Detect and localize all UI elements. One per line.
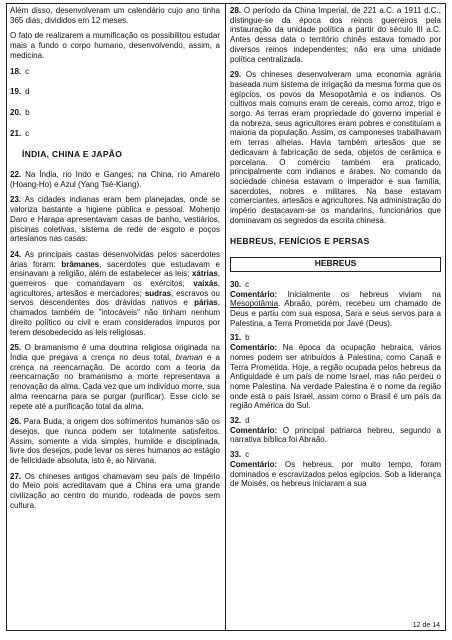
paragraph-calendar: Além disso, desenvolveram um calendário cujo ano tinha 365 dias, divididos em 12 meses. (10, 6, 220, 25)
section-title-india-china-japan: ÍNDIA, CHINA E JAPÃO (22, 149, 123, 160)
question-23: 23. As cidades indianas eram bem planejadas, onde se valoriza bastante a higiene pública e pessoal. Mohenjo Daro e Harapa apresentavam casas de banho, vestiários, piscinas coletivas, sistema de rede de esgoto e poços artesianos nas casas. (10, 195, 220, 244)
answer-18: 18. c (10, 66, 30, 76)
answer-33: 33. c (230, 450, 250, 460)
answer-31: 31. b (230, 333, 250, 343)
question-25: 25. O bramanismo é uma doutrina religiosa originada na Índia que pregava a crença no deus total, braman e a crença na reencarnação. De acordo com a teoria da reencarnação no bramanismo a morte representava a renovação da alma. Cada vez que um indivíduo morre, sua alma reencarna para se purgar (purificar). Esse ciclo se repete até a purificação total da alma. (10, 343, 220, 411)
answer-32: 32. d (230, 416, 250, 426)
column-divider (225, 3, 226, 631)
page-number: 12 de 14 (412, 622, 440, 629)
question-26: 26. Para Buda, a origem dos sofrimentos humanos são os desejos, que nunca podem ser totalmente satisfeitos. Assim, somente a vida simples, humilde e disciplinada, livre dos desejos, pode levar os seres humanos ao estágio de felicidade absoluta, isto é, ao Nirvana. (10, 417, 220, 466)
answer-30: 30. c (230, 279, 250, 289)
question-28: 28. O período da China Imperial, de 221 a.C. a 1911 d.C., distingue-se da época dos reinos guerreiros pela instauração da unidade política a partir do século III a.C. Antes dessa data o território chinês estava tomado por diversos reinos independentes; não era uma unidade política centralizada. (230, 6, 441, 64)
paragraph-mummification: O fato de realizarem a mumificação os possibilitou estudar mais a fundo o corpo humano, desenvolvendo, assim, a medicina. (10, 31, 220, 60)
question-22: 22. Na Índia, rio Indo e Ganges; na China, rio Amarelo (Hoang-Ho) e Azul (Yang Tsé-Kiang). (10, 170, 220, 189)
subsection-box-hebrews: HEBREUS (230, 257, 441, 272)
left-column (10, 6, 220, 517)
question-24: 24. As principais castas desenvolvidas pelos sacerdotes árias foram: brâmanes, sacerdotes que estudavam e ensinavam a religião, além de estabelecer as leis; xátrias, guerreiros que comandavam os exércitos; vaixás, agricultores, artesãos e mercadores; sudras, escravos ou servos descendentes dos drávidas nativos e párias, chamados também de "intocáveis" não tinham nenhum direito político ou civil e eram considerados impuros por terem desobedecido as leis religiosas. (10, 249, 220, 337)
comment-33: Comentário: Os hebreus, por muito tempo, foram dominados e escravizados pelos egípcios. Sob a liderança de Moisés, os hebreus iniciaram a sua (230, 459, 441, 489)
answer-20: 20. b (10, 107, 30, 117)
question-29: 29. Os chineses desenvolveram uma economia agrária baseada num sistema de irrigação da mesma forma que os egípcios, os povos da Mesopotâmia e os indianos. Os cultivos mais comuns eram de cereais, como arroz, trigo e sorgo. As terras eram propriedade do governo imperial e da nobreza, seus agricultores eram pobres e constituíam a maioria da população. Assim, os camponeses trabalhavam em terras alheias. Havia também artesãos que se dedicavam à fabricação de seda, objetos de cerâmica e porcelana. O comércio também era praticado, principalmente com indianos e árabes. No comando da sociedade chinesa estavam o imperador e sua família, sacerdotes, nobres e militares. Na base estavam comerciantes, artesãos e agricultores. Na administração do império destacavam-se os mandarins, funcionários que dominavam os segredos da escrita chinesa. (230, 70, 441, 225)
comment-31: Comentário: Na época da ocupação hebraica, vários nomes podem ser atribuídos à Palestina, como Canaã e Terra Prometida. Hoje, a região ocupada pelos hebreus da Antiguidade é um país de nome Israel, mas não perdeu o nome Palestina. Na verdade Palestina é o nome da região onde está o país Israel, assim como o Brasil é um país da região América do Sul. (230, 343, 441, 411)
right-column (230, 6, 441, 494)
section-title-hebrews-phoenicians-persians: HEBREUS, FENÍCIOS E PERSAS (230, 236, 370, 247)
answer-19: 19. d (10, 87, 30, 97)
comment-30: Comentário: Inicialmente os hebreus viviam na Mesopotâmia. Abraão, porém, recebeu um chamado de Deus e partiu com sua esposa, Sara e seus servos para a Palestina, a Terra Prometida por Javé (Deus). (230, 289, 441, 328)
question-27: 27. Os chineses antigos chamavam seu país de Império do Meio pois acreditavam que a China era uma grande civilização ao centro do mundo, rodeada de povos sem cultura. (10, 471, 220, 510)
comment-32: Comentário: O principal patriarca hebreu, segundo a narrativa bíblica foi Abraão. (230, 425, 441, 445)
answer-21: 21. c (10, 128, 30, 138)
